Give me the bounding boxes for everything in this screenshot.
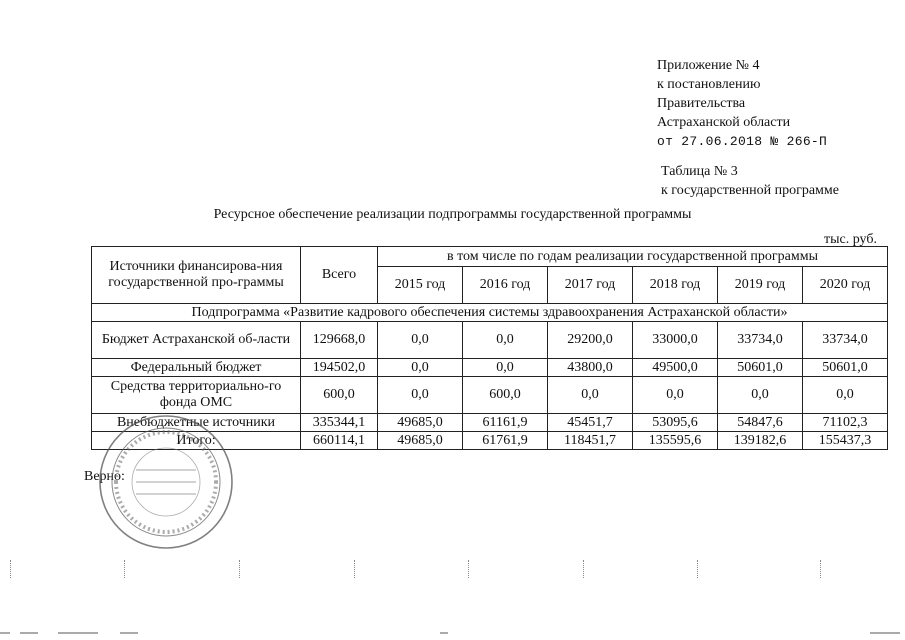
header-line: Приложение № 4 [657, 58, 760, 73]
row-value: 0,0 [463, 359, 548, 377]
appendix-header [657, 56, 827, 151]
table-row [92, 377, 888, 414]
row-value: 43800,0 [548, 359, 633, 377]
header-source: Источники финансирова-ния государственной про-граммы [92, 247, 301, 304]
row-value: 139182,6 [718, 432, 803, 450]
scan-margin-ticks [0, 560, 905, 580]
row-value: 61761,9 [463, 432, 548, 450]
row-value: 50601,0 [803, 359, 888, 377]
row-value: 0,0 [378, 377, 463, 414]
row-source: Федеральный бюджет [92, 359, 301, 377]
row-value: 0,0 [378, 322, 463, 359]
units-label: тыс. руб. [824, 232, 877, 247]
header-line: Астраханской области [657, 115, 791, 130]
row-value: 600,0 [463, 377, 548, 414]
header-years-group: в том числе по годам реализации государственной программы [378, 247, 888, 267]
row-total: 129668,0 [301, 322, 378, 359]
official-stamp-icon [96, 412, 236, 552]
row-value: 0,0 [463, 322, 548, 359]
row-value: 118451,7 [548, 432, 633, 450]
row-value: 50601,0 [718, 359, 803, 377]
row-total: 600,0 [301, 377, 378, 414]
header-year: 2015 год [378, 267, 463, 304]
row-value: 155437,3 [803, 432, 888, 450]
scan-bottom-marks [0, 632, 905, 638]
row-value: 0,0 [803, 377, 888, 414]
table-row [92, 322, 888, 359]
row-total: 335344,1 [301, 414, 378, 432]
row-value: 61161,9 [463, 414, 548, 432]
row-source: Итого: [92, 432, 301, 450]
row-value: 49685,0 [378, 432, 463, 450]
row-value: 33734,0 [718, 322, 803, 359]
row-value: 0,0 [633, 377, 718, 414]
row-value: 33000,0 [633, 322, 718, 359]
subprogram-row: Подпрограмма «Развитие кадрового обеспечения системы здравоохранения Астраханской области» [92, 304, 888, 322]
row-value: 71102,3 [803, 414, 888, 432]
resolution-date: от 27.06.2018 № 266-П [657, 134, 828, 149]
header-year: 2016 год [463, 267, 548, 304]
table-label-line: к государственной программе [661, 183, 839, 198]
header-year: 2017 год [548, 267, 633, 304]
table-label [661, 162, 839, 200]
header-line: Правительства [657, 96, 746, 111]
row-value: 0,0 [548, 377, 633, 414]
row-value: 53095,6 [633, 414, 718, 432]
header-year: 2019 год [718, 267, 803, 304]
row-total: 194502,0 [301, 359, 378, 377]
header-year: 2018 год [633, 267, 718, 304]
row-source: Внебюджетные источники [92, 414, 301, 432]
row-value: 49500,0 [633, 359, 718, 377]
row-value: 0,0 [378, 359, 463, 377]
header-year: 2020 год [803, 267, 888, 304]
row-value: 0,0 [718, 377, 803, 414]
row-source: Средства территориально-го фонда ОМС [92, 377, 301, 414]
row-value: 135595,6 [633, 432, 718, 450]
row-value: 49685,0 [378, 414, 463, 432]
table-row [92, 359, 888, 377]
row-value: 29200,0 [548, 322, 633, 359]
row-source: Бюджет Астраханской об-ласти [92, 322, 301, 359]
row-value: 33734,0 [803, 322, 888, 359]
row-value: 45451,7 [548, 414, 633, 432]
row-value: 54847,6 [718, 414, 803, 432]
row-total: 660114,1 [301, 432, 378, 450]
document-title: Ресурсное обеспечение реализации подпрограммы государственной программы [213, 207, 692, 222]
certification-label: Верно: [84, 469, 125, 484]
table-label-line: Таблица № 3 [661, 164, 738, 179]
header-line: к постановлению [657, 77, 761, 92]
header-total: Всего [301, 247, 378, 304]
